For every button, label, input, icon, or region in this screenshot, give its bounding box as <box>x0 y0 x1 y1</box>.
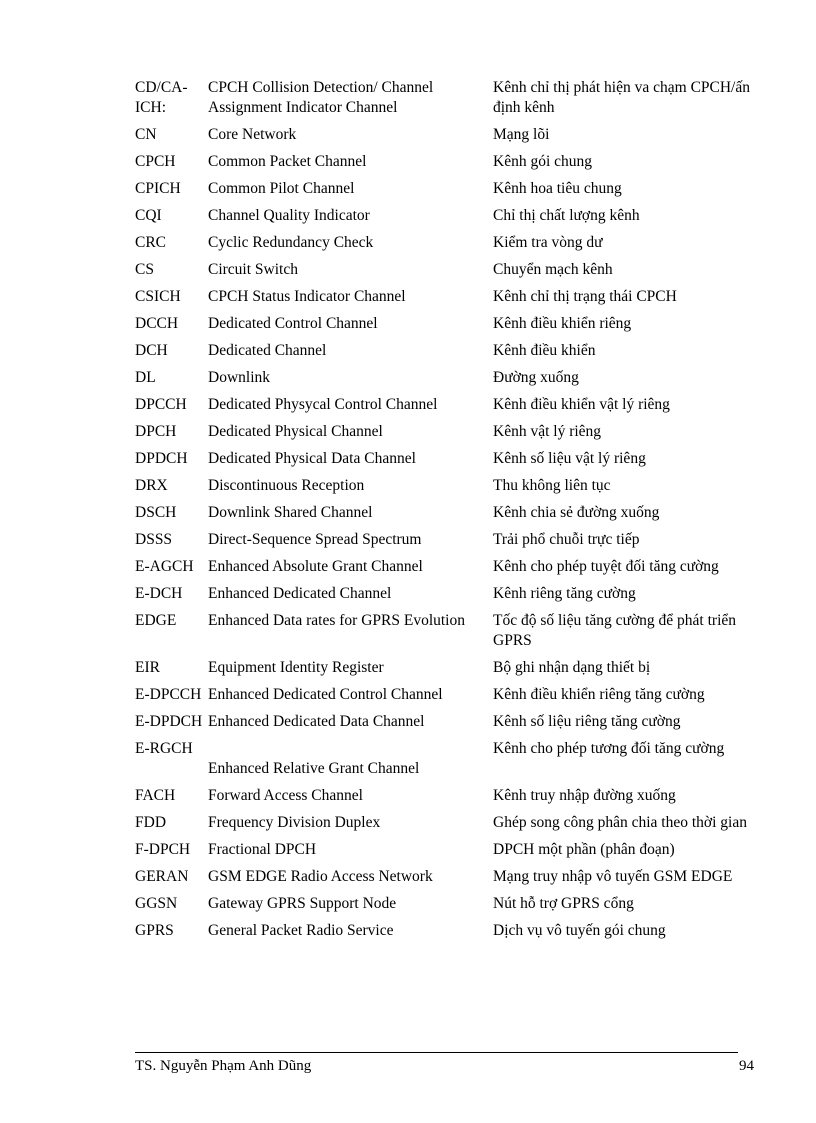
table-row <box>135 712 760 739</box>
full-term: CPCH Collision Detection/ Channel Assignment Indicator Channel <box>208 79 434 116</box>
table-row <box>135 840 760 867</box>
vietnamese-term: Tốc độ số liệu tăng cường để phát triển GPRS <box>493 612 737 649</box>
full-term: Dedicated Physical Data Channel <box>208 450 416 467</box>
vietnamese-term: Mạng lõi <box>493 126 550 143</box>
table-row <box>135 786 760 813</box>
abbreviation: CRC <box>135 234 167 251</box>
full-term: Dedicated Control Channel <box>208 315 378 332</box>
vietnamese-term: Kênh cho phép tuyệt đối tăng cường <box>493 558 719 575</box>
table-row <box>135 341 760 368</box>
table-row <box>135 584 760 611</box>
full-term: Cyclic Redundancy Check <box>208 234 374 251</box>
abbreviation: DSSS <box>135 531 173 548</box>
table-row <box>135 921 760 948</box>
vietnamese-term: Mạng truy nhập vô tuyến GSM EDGE <box>493 868 733 885</box>
vietnamese-term: Bộ ghi nhận dạng thiết bị <box>493 659 651 676</box>
abbreviation: F-DPCH <box>135 841 191 858</box>
vietnamese-term: Kênh vật lý riêng <box>493 423 602 440</box>
table-row <box>135 179 760 206</box>
glossary-table <box>135 78 760 948</box>
vietnamese-term: Đường xuống <box>493 369 579 386</box>
abbreviation: DCCH <box>135 315 179 332</box>
abbreviation: CPCH <box>135 153 176 170</box>
abbreviation: CN <box>135 126 157 143</box>
table-row <box>135 260 760 287</box>
abbreviation: EDGE <box>135 612 177 629</box>
vietnamese-term: Kênh riêng tăng cường <box>493 585 636 602</box>
vietnamese-term: Nút hỗ trợ GPRS cổng <box>493 895 634 912</box>
vietnamese-term: Kênh điều khiển riêng tăng cường <box>493 686 705 703</box>
vietnamese-term: Kiểm tra vòng dư <box>493 234 603 251</box>
vietnamese-term: Chỉ thị chất lượng kênh <box>493 207 640 224</box>
table-row <box>135 233 760 260</box>
abbreviation: CSICH <box>135 288 181 305</box>
full-term: Gateway GPRS Support Node <box>208 895 397 912</box>
abbreviation: DPCH <box>135 423 177 440</box>
vietnamese-term: Kênh chỉ thị trạng thái CPCH <box>493 288 677 305</box>
vietnamese-term: Thu không liên tục <box>493 477 611 494</box>
table-row <box>135 422 760 449</box>
abbreviation: GERAN <box>135 868 189 885</box>
vietnamese-term: Kênh điều khiển riêng <box>493 315 632 332</box>
full-term: Dedicated Channel <box>208 342 327 359</box>
vietnamese-term: Trải phổ chuỗi trực tiếp <box>493 531 640 548</box>
vietnamese-term: Kênh chỉ thị phát hiện va chạm CPCH/ấn định kênh <box>493 79 750 116</box>
abbreviation: DPDCH <box>135 450 188 467</box>
full-term: Discontinuous Reception <box>208 477 365 494</box>
abbreviation: E-AGCH <box>135 558 194 575</box>
table-row <box>135 368 760 395</box>
vietnamese-term: Ghép song công phân chia theo thời gian <box>493 814 747 831</box>
full-term: Enhanced Dedicated Control Channel <box>208 686 443 703</box>
abbreviation: DL <box>135 369 156 386</box>
full-term: Downlink <box>208 369 270 386</box>
full-term: General Packet Radio Service <box>208 922 394 939</box>
full-term: Enhanced Dedicated Channel <box>208 585 392 602</box>
abbreviation: CS <box>135 261 154 278</box>
table-row <box>135 476 760 503</box>
abbreviation: E-DPDCH <box>135 713 203 730</box>
vietnamese-term: Kênh chia sẻ đường xuống <box>493 504 660 521</box>
table-row <box>135 449 760 476</box>
full-term: Downlink Shared Channel <box>208 504 373 521</box>
vietnamese-term: Chuyển mạch kênh <box>493 261 613 278</box>
table-row <box>135 78 760 125</box>
abbreviation: DRX <box>135 477 168 494</box>
vietnamese-term: Kênh cho phép tương đối tăng cường <box>493 740 725 757</box>
abbreviation: E-DCH <box>135 585 183 602</box>
table-row <box>135 739 760 786</box>
full-term: Equipment Identity Register <box>208 659 384 676</box>
full-term: Enhanced Dedicated Data Channel <box>208 713 425 730</box>
vietnamese-term: Dịch vụ vô tuyến gói chung <box>493 922 666 939</box>
full-term: Frequency Division Duplex <box>208 814 381 831</box>
table-row <box>135 395 760 422</box>
full-term: Enhanced Absolute Grant Channel <box>208 558 423 575</box>
abbreviation: FACH <box>135 787 176 804</box>
full-term: Dedicated Physical Channel <box>208 423 383 440</box>
full-term: Common Pilot Channel <box>208 180 355 197</box>
table-row <box>135 503 760 530</box>
full-term: CPCH Status Indicator Channel <box>208 288 406 305</box>
table-row <box>135 314 760 341</box>
table-row <box>135 125 760 152</box>
full-term: Enhanced Relative Grant Channel <box>208 760 420 777</box>
table-row <box>135 658 760 685</box>
footer-author: TS. Nguyễn Phạm Anh Dũng <box>135 1058 312 1074</box>
abbreviation: CD/CA-ICH: <box>135 79 188 116</box>
vietnamese-term: Kênh số liệu riêng tăng cường <box>493 713 681 730</box>
abbreviation: DPCCH <box>135 396 187 413</box>
vietnamese-term: Kênh hoa tiêu chung <box>493 180 622 197</box>
full-term: Common Packet Channel <box>208 153 367 170</box>
glossary-page <box>135 78 760 948</box>
full-term: GSM EDGE Radio Access Network <box>208 868 433 885</box>
full-term: Forward Access Channel <box>208 787 363 804</box>
vietnamese-term: Kênh truy nhập đường xuống <box>493 787 676 804</box>
abbreviation: E-DPCCH <box>135 686 202 703</box>
table-row <box>135 611 760 658</box>
full-term: Circuit Switch <box>208 261 298 278</box>
vietnamese-term: Kênh điều khiển vật lý riêng <box>493 396 670 413</box>
abbreviation: CPICH <box>135 180 181 197</box>
table-row <box>135 287 760 314</box>
full-term: Core Network <box>208 126 297 143</box>
full-term: Enhanced Data rates for GPRS Evolution <box>208 612 465 629</box>
table-row <box>135 152 760 179</box>
full-term: Dedicated Physycal Control Channel <box>208 396 438 413</box>
full-term: Fractional DPCH <box>208 841 317 858</box>
table-row <box>135 685 760 712</box>
table-row <box>135 530 760 557</box>
abbreviation: FDD <box>135 814 167 831</box>
page-number: 94 <box>739 1058 754 1074</box>
abbreviation: GGSN <box>135 895 178 912</box>
table-row <box>135 206 760 233</box>
abbreviation: EIR <box>135 659 160 676</box>
abbreviation: GPRS <box>135 922 174 939</box>
full-term: Direct-Sequence Spread Spectrum <box>208 531 422 548</box>
abbreviation: CQI <box>135 207 162 224</box>
table-row <box>135 813 760 840</box>
table-row <box>135 867 760 894</box>
abbreviation: E-RGCH <box>135 740 193 757</box>
abbreviation: DSCH <box>135 504 177 521</box>
vietnamese-term: Kênh gói chung <box>493 153 593 170</box>
full-term: Channel Quality Indicator <box>208 207 370 224</box>
table-row <box>135 894 760 921</box>
footer-divider <box>135 1052 738 1053</box>
vietnamese-term: Kênh điều khiển <box>493 342 596 359</box>
vietnamese-term: Kênh số liệu vật lý riêng <box>493 450 646 467</box>
abbreviation: DCH <box>135 342 168 359</box>
table-row <box>135 557 760 584</box>
vietnamese-term: DPCH một phần (phân đoạn) <box>493 841 675 858</box>
